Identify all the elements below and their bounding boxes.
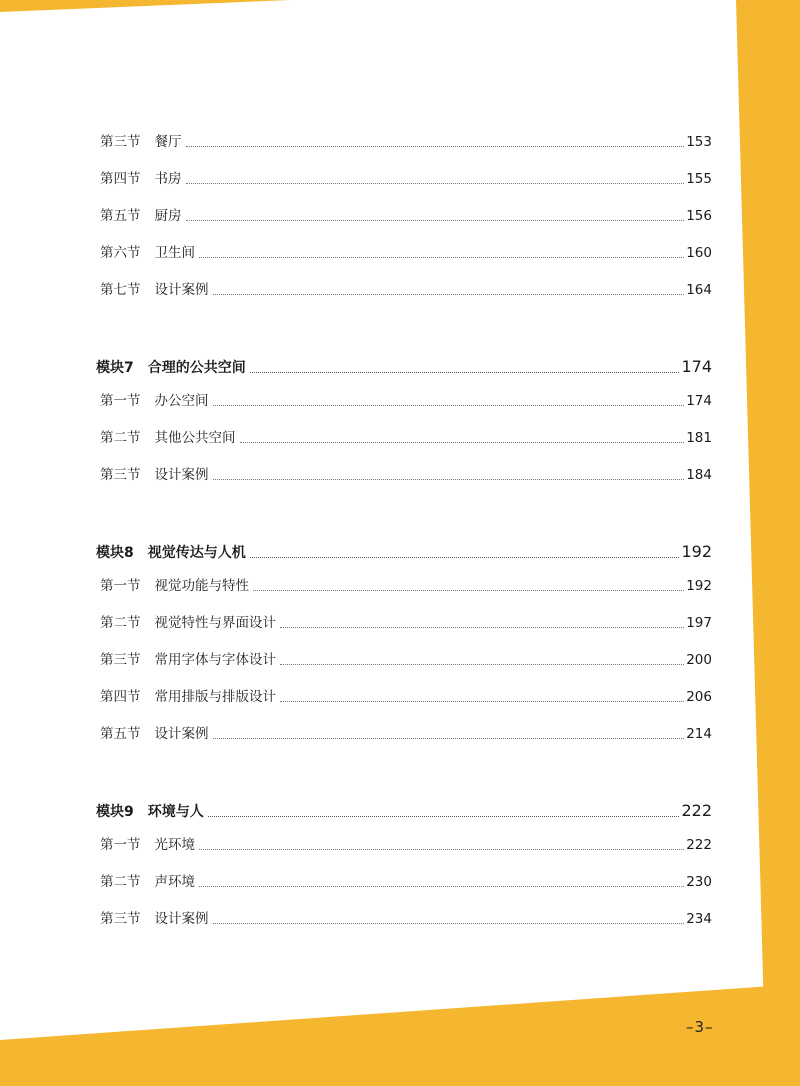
dot-leader [213,737,685,739]
toc-page-number: 200 [686,652,712,668]
toc-page-number: 230 [686,874,712,890]
toc-section-row[interactable] [100,426,712,446]
dot-leader [199,848,684,850]
toc-page-number: 155 [686,171,712,187]
section-title: 视觉功能与特性 [154,578,249,594]
toc-page-number: 214 [686,726,712,742]
section-title: 卫生间 [154,245,195,261]
section-title: 设计案例 [154,282,209,298]
toc-page-number: 160 [686,245,712,261]
section-title: 设计案例 [154,467,209,483]
section-number: 第三节 [100,911,141,927]
toc-page-number: 197 [686,615,712,631]
toc-page-number: 153 [686,134,712,150]
dot-leader [213,478,685,480]
toc-page-number: 234 [686,911,712,927]
dot-leader [186,219,685,221]
toc-section-row[interactable] [100,611,712,631]
dot-leader [280,700,684,702]
toc-page-number: 174 [681,357,712,376]
section-title: 餐厅 [154,134,182,150]
toc-page-number: 174 [686,393,712,409]
toc-page-number: 222 [686,837,712,853]
page-number: –3– [686,1018,714,1036]
section-title: 其他公共空间 [154,430,236,446]
section-number: 第四节 [100,689,141,705]
dot-leader [250,556,680,558]
section-number: 第一节 [100,578,141,594]
toc-section-row[interactable] [100,574,712,594]
dot-leader [199,885,684,887]
dot-leader [213,293,685,295]
section-number: 第五节 [100,208,141,224]
section-number: 第六节 [100,245,141,261]
module-number: 模块7 [96,360,134,376]
toc-section-row[interactable] [100,870,712,890]
toc-section-row[interactable] [100,833,712,853]
section-title: 常用字体与字体设计 [154,652,276,668]
module-number: 模块9 [96,804,134,820]
section-title: 设计案例 [154,911,209,927]
module-title: 视觉传达与人机 [147,545,246,561]
toc-page-number: 206 [686,689,712,705]
dot-leader [186,182,685,184]
dot-leader [240,441,685,443]
toc-section-row[interactable] [100,278,712,298]
section-title: 设计案例 [154,726,209,742]
section-title: 厨房 [154,208,182,224]
section-title: 声环境 [154,874,195,890]
section-title: 书房 [154,171,182,187]
dot-leader [208,815,680,817]
toc-section-row[interactable] [100,241,712,261]
dot-leader [213,404,685,406]
toc-section-row[interactable] [100,648,712,668]
section-number: 第三节 [100,134,141,150]
section-number: 第一节 [100,393,141,409]
module-title: 环境与人 [147,804,204,820]
dot-leader [213,922,685,924]
section-title: 办公空间 [154,393,209,409]
toc-page-number: 192 [681,542,712,561]
toc-section-row[interactable] [100,130,712,150]
section-title: 光环境 [154,837,195,853]
toc-section-row[interactable] [100,167,712,187]
toc-section-row[interactable] [100,204,712,224]
toc-section-row[interactable] [100,389,712,409]
section-number: 第二节 [100,430,141,446]
toc-module-row[interactable] [96,796,712,820]
toc-section-row[interactable] [100,722,712,742]
section-number: 第三节 [100,467,141,483]
toc-page-number: 222 [681,801,712,820]
toc-section-row[interactable] [100,463,712,483]
toc-module-row[interactable] [96,537,712,561]
module-number: 模块8 [96,545,134,561]
dot-leader [199,256,684,258]
toc-page-number: 184 [686,467,712,483]
section-number: 第五节 [100,726,141,742]
section-title: 常用排版与排版设计 [154,689,276,705]
dot-leader [253,589,684,591]
dot-leader [280,626,684,628]
section-number: 第三节 [100,652,141,668]
section-title: 视觉特性与界面设计 [154,615,276,631]
toc-section-row[interactable] [100,907,712,927]
toc-section-row[interactable] [100,685,712,705]
toc-module-row[interactable] [96,352,712,376]
section-number: 第二节 [100,874,141,890]
dot-leader [186,145,685,147]
section-number: 第一节 [100,837,141,853]
section-number: 第七节 [100,282,141,298]
toc-page-number: 181 [686,430,712,446]
dot-leader [250,371,680,373]
toc-page-number: 192 [686,578,712,594]
module-title: 合理的公共空间 [147,360,246,376]
toc-page-number: 164 [686,282,712,298]
section-number: 第二节 [100,615,141,631]
section-number: 第四节 [100,171,141,187]
dot-leader [280,663,684,665]
toc-page-number: 156 [686,208,712,224]
